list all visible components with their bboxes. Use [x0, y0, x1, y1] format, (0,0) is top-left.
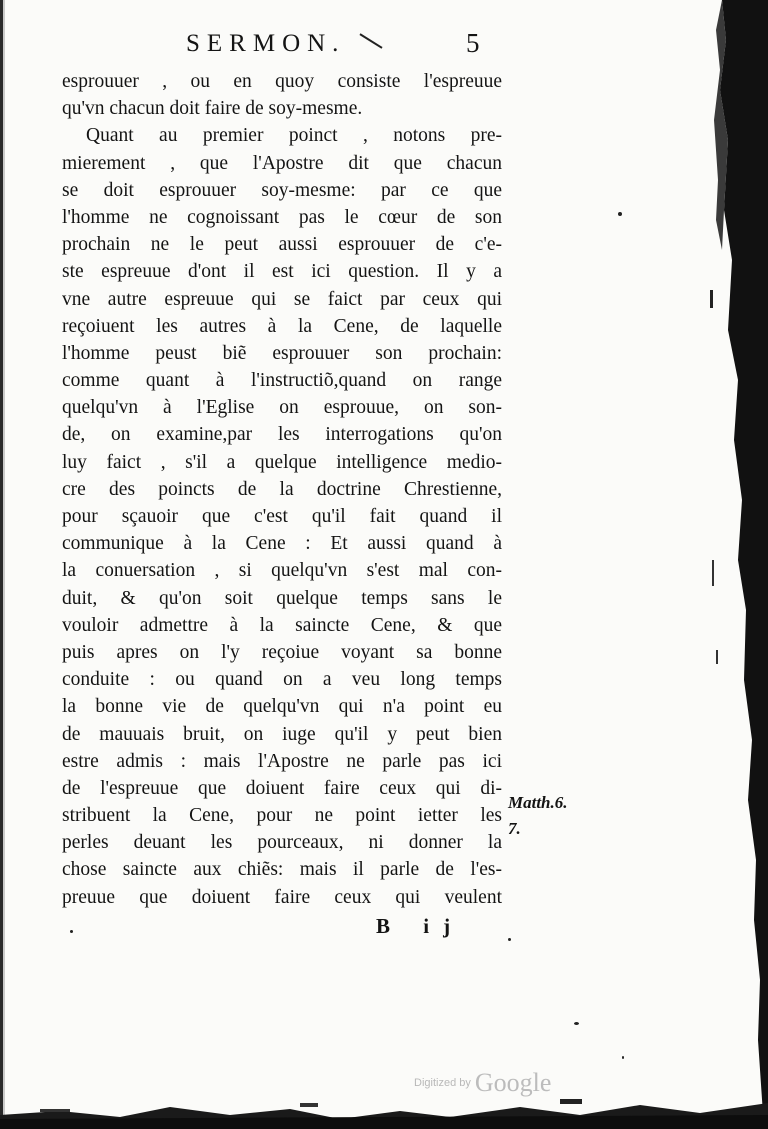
text-line: l'homme ne cognoissant pas le cœur de son	[62, 206, 502, 228]
left-scan-edge	[0, 0, 8, 1129]
ink-speck	[508, 938, 511, 941]
text-line: comme quant à l'instructiõ,quand on range	[62, 370, 502, 392]
text-line: vne autre espreuue qui se faict par ceux qui	[62, 288, 502, 310]
text-line: chose saincte aux chiẽs: mais il parle de l'es-	[62, 859, 502, 881]
text-line: de mauuais bruit, on iuge qu'il y peut bien	[62, 723, 502, 745]
margin-note-verse: 7.	[508, 819, 521, 838]
text-line: la bonne vie de quelqu'vn qui n'a point eu	[62, 696, 502, 718]
bottom-scan-edge	[0, 1089, 768, 1129]
margin-note	[508, 790, 568, 842]
text-line: de, on examine,par les interrogations qu'on	[62, 424, 502, 446]
watermark-brand: Google	[474, 1068, 552, 1097]
text-line: cre des poincts de la doctrine Chrestienne,	[62, 478, 502, 500]
text-line: de l'espreuue que doiuent faire ceux qui di-	[62, 777, 502, 799]
text-line: perles deuant les pourceaux, ni donner la	[62, 832, 502, 854]
ink-speck	[618, 212, 622, 216]
text-line: ste espreuue d'ont il est ici question. Il y a	[62, 261, 502, 283]
ink-speck	[622, 1056, 624, 1059]
digitization-watermark	[414, 1068, 551, 1098]
text-line: se doit esprouuer soy-mesme: par ce que	[62, 179, 502, 201]
signature-mark: B ij	[376, 914, 465, 938]
text-line: estre admis : mais l'Apostre ne parle pas ici	[62, 750, 502, 772]
text-line: stribuent la Cene, pour ne point ietter les	[62, 805, 502, 827]
text-line: communique à la Cene : Et aussi quand à	[62, 533, 502, 555]
ink-stroke	[359, 33, 382, 48]
text-line: conduite : ou quand on a veu long temps	[62, 669, 502, 691]
text-line: quelqu'vn à l'Eglise on esprouue, on son-	[62, 397, 502, 419]
watermark-prefix: Digitized by	[414, 1077, 471, 1089]
text-line: esprouuer , ou en quoy consiste l'espreuue	[62, 71, 502, 92]
text-line: qu'vn chacun doit faire de soy-mesme.	[62, 98, 363, 120]
right-scan-edge	[708, 0, 768, 1129]
running-head: SERMON.	[186, 30, 346, 57]
text-line: pour sçauoir que c'est qu'il fait quand il	[62, 506, 502, 527]
text-line: la conuersation , si quelqu'vn s'est mal con-	[62, 560, 502, 582]
text-line: prochain ne le peut aussi esprouuer de c'e-	[62, 234, 502, 256]
body-text	[62, 68, 502, 911]
text-line: luy faict , s'il a quelque intelligence medio-	[62, 451, 502, 473]
text-line: preuue que doiuent faire ceux qui veulent	[62, 886, 502, 908]
margin-note-reference: Matth.6.	[508, 793, 568, 812]
text-line: reçoiuent les autres à la Cene, de laquelle	[62, 315, 502, 337]
ink-speck	[70, 930, 73, 933]
page-number: 5	[466, 28, 480, 58]
text-line: puis apres on l'y reçoiue voyant sa bonne	[62, 641, 502, 663]
text-line: vouloir admettre à la saincte Cene, & que	[62, 614, 502, 636]
text-line: mierement , que l'Apostre dit que chacun	[62, 152, 502, 174]
text-line: Quant au premier poinct , notons pre-	[86, 125, 502, 147]
text-line: l'homme peust biẽ esprouuer son prochain:	[62, 342, 502, 364]
ink-speck	[574, 1022, 579, 1025]
text-line: duit, & qu'on soit quelque temps sans le	[62, 587, 502, 609]
